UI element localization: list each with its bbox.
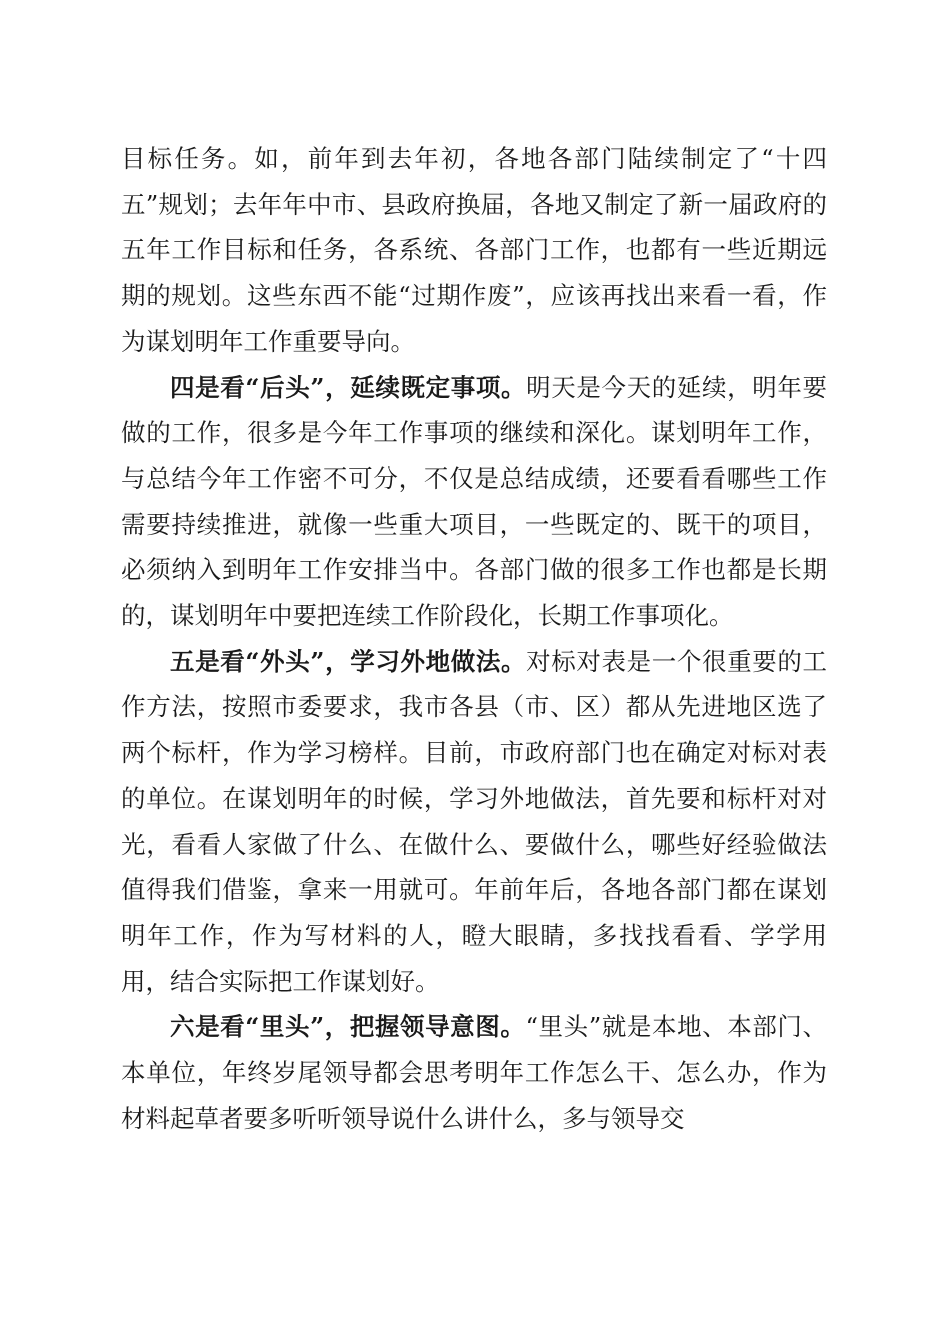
paragraph-look-inside — [121, 1004, 827, 1141]
paragraph-text: 对标对表是一个很重要的工作方法，按照市委要求，我市各县（市、区）都从先进地区选了两个标杆，作为学习榜样。目前，市政府部门也在确定对标对表的单位。在谋划明年的时候，学习外地做法，首先要和标杆对对光，看看人家做了什么、在做什么、要做什么，哪些好经验做法值得我们借鉴，拿来一用就可。年前年后，各地各部门都在谋划明年工作，作为写材料的人，瞪大眼睛，多找找看看、学学用用，结合实际把工作谋划好。 — [121, 646, 828, 996]
paragraph-lead-heading: 五是看“外头”，学习外地做法。 — [170, 646, 527, 676]
paragraph-text: 目标任务。如，前年到去年初，各地各部门陆续制定了“十四五”规划；去年年中市、县政府换届，各地又制定了新一届政府的五年工作目标和任务，各系统、各部门工作，也都有一些近期远期的规划。这些东西不能“过期作废”，应该再找出来看一看，作为谋划明年工作重要导向。 — [121, 144, 827, 356]
paragraph-lead-heading: 四是看“后头”，延续既定事项。 — [170, 372, 527, 402]
paragraph-look-behind — [121, 365, 827, 639]
document-page — [121, 136, 827, 1141]
paragraph-look-outside — [121, 639, 827, 1005]
paragraph-continuation — [121, 136, 827, 365]
paragraph-text: 明天是今天的延续，明年要做的工作，很多是今年工作事项的继续和深化。谋划明年工作，与总结今年工作密不可分，不仅是总结成绩，还要看看哪些工作需要持续推进，就像一些重大项目，一些既定的、既干的项目，必须纳入到明年工作安排当中。各部门做的很多工作也都是长期的，谋划明年中要把连续工作阶段化，长期工作事项化。 — [121, 372, 828, 631]
paragraph-text: “里头”就是本地、本部门、本单位，年终岁尾领导都会思考明年工作怎么干、怎么办，作为材料起草者要多听听领导说什么讲什么，多与领导交 — [121, 1012, 827, 1133]
paragraph-lead-heading: 六是看“里头”，把握领导意图。 — [170, 1012, 526, 1042]
